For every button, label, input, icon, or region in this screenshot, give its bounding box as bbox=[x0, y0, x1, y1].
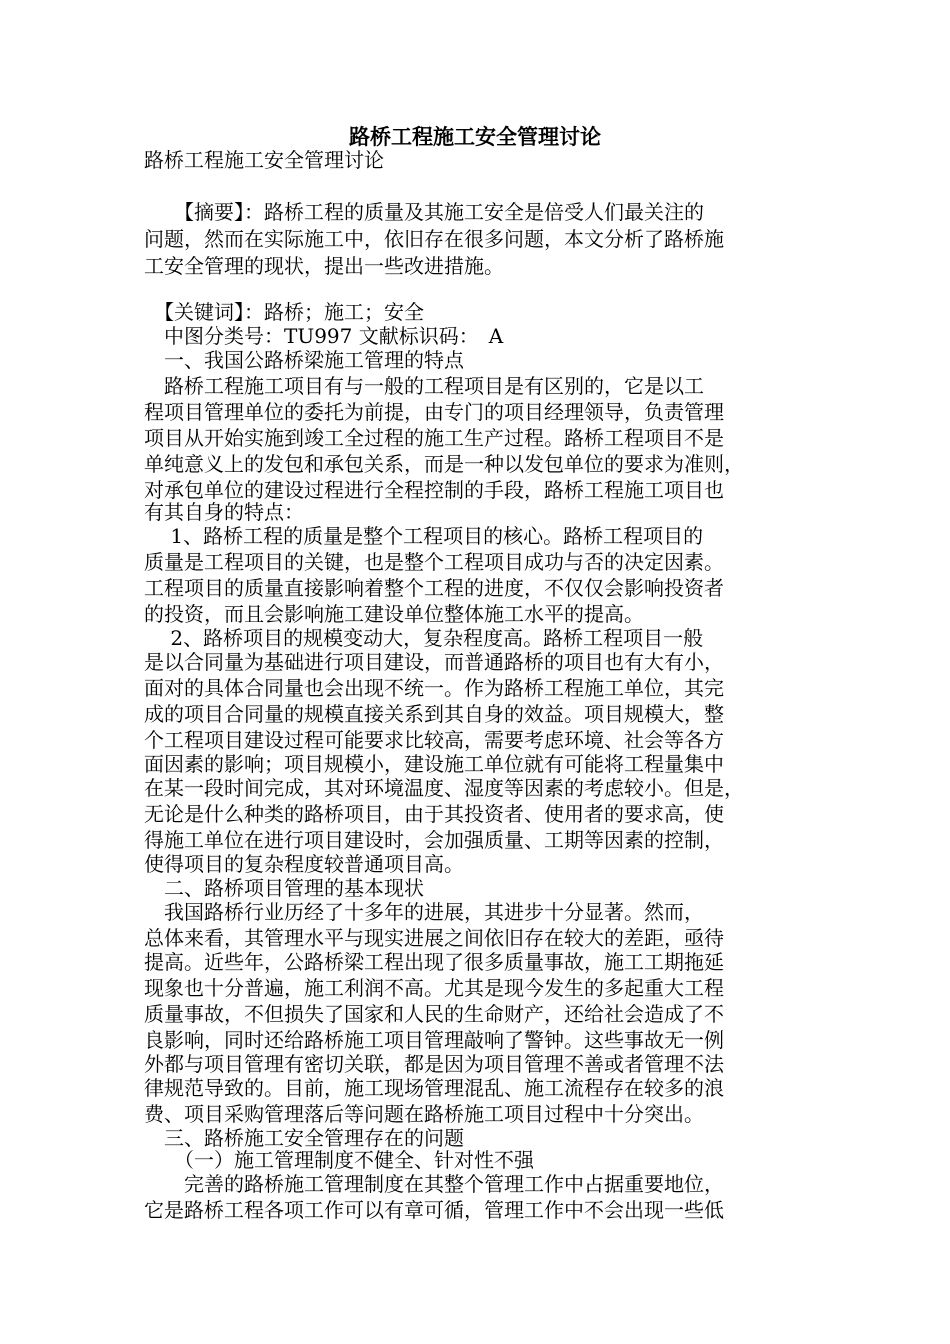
body-line: 三、路桥施工安全管理存在的问题 bbox=[144, 1126, 464, 1150]
body-line: 提高。近些年，公路桥梁工程出现了很多质量事故，施工工期拖延 bbox=[144, 950, 724, 974]
body-line: 使得项目的复杂程度较普通项目高。 bbox=[144, 852, 464, 876]
body-line: 有其自身的特点： bbox=[144, 500, 304, 524]
document-title: 路桥工程施工安全管理讨论 bbox=[349, 124, 601, 149]
body-line: 的投资，而且会影响施工建设单位整体施工水平的提高。 bbox=[144, 602, 644, 626]
body-line: 质量事故，不但损失了国家和人民的生命财产，还给社会造成了不 bbox=[144, 1002, 724, 1026]
body-line: 路桥工程施工项目有与一般的工程项目是有区别的，它是以工 bbox=[144, 374, 704, 398]
body-line: 程项目管理单位的委托为前提，由专门的项目经理领导，负责管理 bbox=[144, 400, 724, 424]
body-line: 路桥工程施工安全管理讨论 bbox=[144, 148, 384, 172]
body-line: 2、路桥项目的规模变动大，复杂程度高。路桥工程项目一般 bbox=[144, 626, 704, 650]
body-line: 二、路桥项目管理的基本现状 bbox=[144, 876, 424, 900]
body-line: 良影响，同时还给路桥施工项目管理敲响了警钟。这些事故无一例 bbox=[144, 1028, 724, 1052]
body-line: 中图分类号：TU997 文献标识码： A bbox=[144, 324, 504, 348]
body-line: 在某一段时间完成，其对环境温度、湿度等因素的考虑较小。但是， bbox=[144, 776, 744, 800]
body-line: 单纯意义上的发包和承包关系，而是一种以发包单位的要求为准则， bbox=[144, 452, 744, 476]
body-line: 项目从开始实施到竣工全过程的施工生产过程。路桥工程项目不是 bbox=[144, 426, 724, 450]
body-line: 现象也十分普遍，施工利润不高。尤其是现今发生的多起重大工程 bbox=[144, 976, 724, 1000]
body-line: 工安全管理的现状，提出一些改进措施。 bbox=[144, 254, 504, 278]
body-line: 外都与项目管理有密切关联，都是因为项目管理不善或者管理不法 bbox=[144, 1052, 724, 1076]
body-line: 【摘要】：路桥工程的质量及其施工安全是倍受人们最关注的 bbox=[144, 200, 704, 224]
body-line: 完善的路桥施工管理制度在其整个管理工作中占据重要地位， bbox=[144, 1172, 724, 1196]
body-line: 问题，然而在实际施工中，依旧存在很多问题，本文分析了路桥施 bbox=[144, 227, 724, 251]
body-line: 【关键词】：路桥；施工；安全 bbox=[144, 300, 424, 324]
body-line: （一）施工管理制度不健全、针对性不强 bbox=[144, 1148, 534, 1172]
body-line: 它是路桥工程各项工作可以有章可循，管理工作中不会出现一些低 bbox=[144, 1198, 724, 1222]
body-line: 面因素的影响；项目规模小，建设施工单位就有可能将工程量集中 bbox=[144, 752, 724, 776]
body-line: 工程项目的质量直接影响着整个工程的进度，不仅仅会影响投资者 bbox=[144, 576, 724, 600]
body-line: 律规范导致的。目前，施工现场管理混乱、施工流程存在较多的浪 bbox=[144, 1076, 724, 1100]
body-line: 成的项目合同量的规模直接关系到其自身的效益。项目规模大，整 bbox=[144, 702, 724, 726]
body-line: 一、我国公路桥梁施工管理的特点 bbox=[144, 348, 464, 372]
body-line: 是以合同量为基础进行项目建设，而普通路桥的项目也有大有小， bbox=[144, 650, 724, 674]
body-line: 1、路桥工程的质量是整个工程项目的核心。路桥工程项目的 bbox=[144, 524, 704, 548]
body-line: 得施工单位在进行项目建设时，会加强质量、工期等因素的控制， bbox=[144, 828, 724, 852]
body-line: 面对的具体合同量也会出现不统一。作为路桥工程施工单位，其完 bbox=[144, 676, 724, 700]
body-line: 我国路桥行业历经了十多年的进展，其进步十分显著。然而， bbox=[144, 900, 704, 924]
body-line: 总体来看，其管理水平与现实进展之间依旧存在较大的差距，亟待 bbox=[144, 926, 724, 950]
body-line: 对承包单位的建设过程进行全程控制的手段，路桥工程施工项目也 bbox=[144, 478, 724, 502]
body-line: 无论是什么种类的路桥项目，由于其投资者、使用者的要求高，使 bbox=[144, 802, 724, 826]
body-line: 费、项目采购管理落后等问题在路桥施工项目过程中十分突出。 bbox=[144, 1102, 704, 1126]
body-line: 质量是工程项目的关键，也是整个工程项目成功与否的决定因素。 bbox=[144, 550, 724, 574]
body-line: 个工程项目建设过程可能要求比较高，需要考虑环境、社会等各方 bbox=[144, 728, 724, 752]
